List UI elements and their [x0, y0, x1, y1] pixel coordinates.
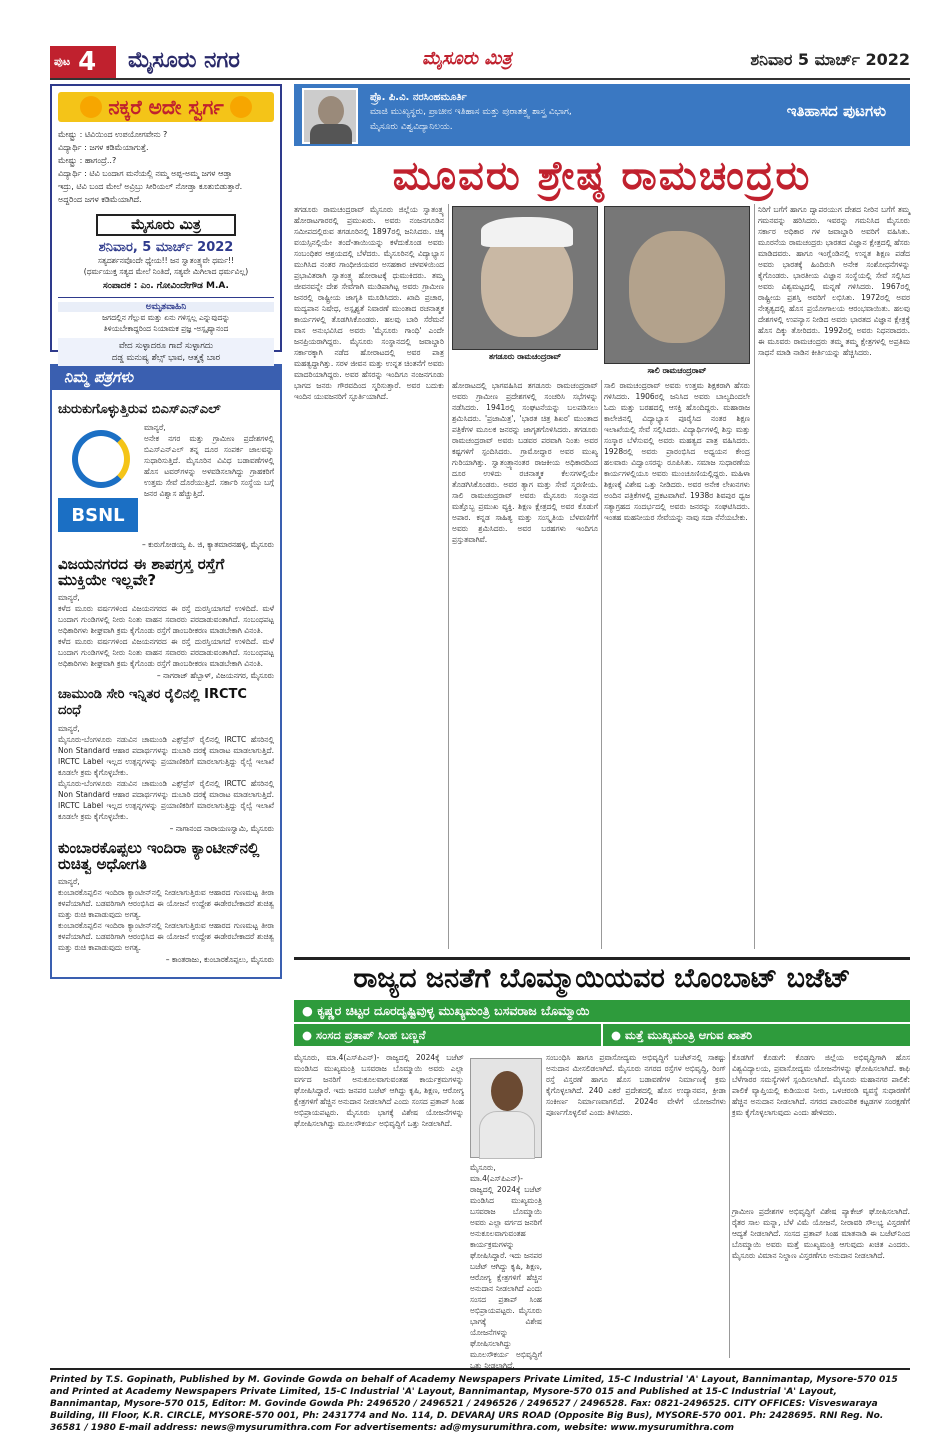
issue-date: ಶನಿವಾರ 5 ಮಾರ್ಚ್ 2022 — [750, 50, 910, 69]
humor-title — [58, 92, 274, 122]
amrita-box — [58, 297, 274, 334]
author-photo-body — [310, 124, 352, 144]
letter-item — [58, 402, 274, 550]
amrita-line: ಜಗದಲ್ಲಿನ ಗೆಲ್ಲುವ ಮತ್ತು ಏನು ಗಳಿಸ್ಸಲ್ಲ ಎನ್ನುವುದನ್ನು — [102, 313, 230, 322]
column-divider — [601, 380, 602, 949]
left-column — [50, 84, 282, 979]
letter-salutation: ಮಾನ್ಯರೆ, — [58, 724, 80, 733]
letter-headline: ಚುರುಕುಗೊಳ್ಳುತ್ತಿರುವ ಬಿಎಸ್‌ಎನ್‌ಎಲ್ — [58, 402, 221, 417]
letter-headline: ಚಾಮುಂಡಿ ಸೇರಿ ಇನ್ನಿತರ ರೈಲಿನಲ್ಲಿ IRCTC ದಂಧೆ — [58, 687, 247, 718]
budget-article-col-4: ಗ್ರಾಮೀಣ ಪ್ರದೇಶಗಳ ಅಭಿವೃದ್ಧಿಗೆ ವಿಶೇಷ ಪ್ಯಾಕೇಜ್ ಘೋಷಿಸಲಾಗಿದೆ. ರೈತರ ಸಾಲ ಮನ್ನಾ, ಬೆಳೆ ವಿಮೆ ಯೋಜನೆ, ನೀರಾವರಿ ಸೌಲಭ್ಯ ವಿಸ್ತರಣೆಗೆ ಆದ್ಯತೆ ನೀಡಲಾಗಿದೆ. ಸಂಸದ ಪ್ರತಾಪ್ ಸಿಂಹ ಮಾತನಾಡಿ ಈ ಬಜೆಟ್‌ನಿಂದ ಬೊಮ್ಮಾಯಿ ಅವರು ಮತ್ತೆ ಮುಖ್ಯಮಂತ್ರಿ ಆಗುವುದು ಖಚಿತ ಎಂದರು. ಮೈಸೂರು ವಿಮಾನ ನಿಲ್ದಾಣ ವಿಸ್ತರಣೆಗೂ ಅನುದಾನ ನೀಡಲಾಗಿದೆ. — [732, 1207, 910, 1260]
motto-line: (ಧರ್ಮಯುಕ್ತ ಸತ್ಯದ ಮೇಲೆ ನಿಂತಿದೆ, ಸತ್ಯವೇ ಮಿಗಿಲಾದ ಧರ್ಮವಿಲ್ಲ) — [83, 267, 249, 276]
letter-body: ಕಳೆದ ಮೂರು ವರ್ಷಗಳಿಂದ ವಿಜಯನಗರದ ಈ ರಸ್ತೆ ದುರಸ್ತಿಯಾಗದೆ ಉಳಿದಿದೆ. ಮಳೆ ಬಂದಾಗ ಗುಂಡಿಗಳಲ್ಲಿ ನೀರು ನಿಂತು ವಾಹನ ಸವಾರರು ಪರದಾಡುವಂತಾಗಿದೆ. ಸಂಬಂಧಪಟ್ಟ ಅಧಿಕಾರಿಗಳು ಶೀಘ್ರವಾಗಿ ಕ್ರಮ ಕೈಗೊಂಡು ರಸ್ತೆಗೆ ಡಾಂಬರೀಕರಣ ಮಾಡಬೇಕಾಗಿ ವಿನಂತಿ. — [58, 604, 274, 635]
letter-item — [58, 840, 274, 965]
letters-section — [50, 390, 282, 979]
portrait-cap — [481, 217, 573, 247]
letter-headline: ವಿಜಯನಗರದ ಈ ಶಾಪಗ್ರಸ್ತ ರಸ್ತೆಗೆ ಮುಕ್ತಿಯೇ ಇಲ್ಲವೇ? — [58, 555, 225, 589]
letter-salutation: ಮಾನ್ಯರೆ, — [58, 593, 80, 602]
laughing-face-icon — [80, 96, 102, 118]
humor-box — [50, 84, 282, 363]
letter-item — [58, 556, 274, 681]
history-section-label: ಇತಿಹಾಸದ ಪುಟಗಳು — [786, 102, 886, 120]
portrait-head — [491, 1071, 523, 1111]
laughing-face-icon — [230, 96, 252, 118]
joke-line: ವಿದ್ಯಾರ್ಥಿ : ಟಿವಿ ಬಂದಾಗ ಮನೆಯಲ್ಲಿ ನಮ್ಮ ಅಪ್ಪ-ಅಮ್ಮ ಜಗಳ ಆಡ್ತಾ — [58, 169, 232, 178]
header-rule — [50, 78, 910, 80]
history-article-col-1: ತಗಡೂರು ರಾಮಚಂದ್ರರಾವ್ ಮೈಸೂರು ಜಿಲ್ಲೆಯ ಸ್ವಾತಂತ್ರ್ಯ ಹೋರಾಟಗಾರರಲ್ಲಿ ಪ್ರಮುಖರು. ಅವರು ನಂಜನಗೂಡಿನ ಸಮೀಪದಲ್ಲಿರುವ ತಗಡೂರಿನಲ್ಲಿ 1897ರಲ್ಲಿ ಜನಿಸಿದರು. ಚಿಕ್ಕ ವಯಸ್ಸಿನಲ್ಲಿಯೇ ತಂದೆ-ತಾಯಿಯನ್ನು ಕಳೆದುಕೊಂಡ ಅವರು ಸಂಬಂಧಿಕರ ಆಶ್ರಯದಲ್ಲಿ ಬೆಳೆದರು. ಮೈಸೂರಿನಲ್ಲಿ ವಿದ್ಯಾಭ್ಯಾಸ ಮುಗಿಸಿದ ನಂತರ ಗಾಂಧೀಜಿಯವರ ಅಸಹಕಾರ ಚಳವಳಿಯಿಂದ ಪ್ರಭಾವಿತರಾಗಿ ಸ್ವಾತಂತ್ರ್ಯ ಹೋರಾಟಕ್ಕೆ ಧುಮುಕಿದರು. ತಮ್ಮ ಜೀವನವನ್ನೇ ದೇಶ ಸೇವೆಗಾಗಿ ಮುಡಿಪಾಗಿಟ್ಟ ಅವರು ಗ್ರಾಮೀಣ ಜನರಲ್ಲಿ ರಾಷ್ಟ್ರೀಯ ಜಾಗೃತಿ ಮೂಡಿಸಿದರು. ಖಾದಿ ಪ್ರಚಾರ, ಮದ್ಯಪಾನ ನಿಷೇಧ, ಅಸ್ಪೃಶ್ಯತೆ ನಿವಾರಣೆ ಮುಂತಾದ ರಚನಾತ್ಮಕ ಕಾರ್ಯಗಳಲ್ಲಿ ತೊಡಗಿಸಿಕೊಂಡರು. ಹಲವು ಬಾರಿ ಸೆರೆಮನೆ ವಾಸ ಅನುಭವಿಸಿದ ಅವರು 'ಮೈಸೂರು ಗಾಂಧಿ' ಎಂದೇ ಜನಪ್ರಿಯರಾಗಿದ್ದರು. ಮೈಸೂರು ಸಂಸ್ಥಾನದಲ್ಲಿ ಜವಾಬ್ದಾರಿ ಸರ್ಕಾರಕ್ಕಾಗಿ ನಡೆದ ಹೋರಾಟದಲ್ಲಿ ಅವರ ಪಾತ್ರ ಮಹತ್ವದ್ದಾಗಿತ್ತು. ಸರಳ ಜೀವನ ಮತ್ತು ಉನ್ನತ ಚಿಂತನೆಗೆ ಅವರು ಮಾದರಿಯಾಗಿದ್ದರು. ಅವರ ಹೆಸರನ್ನು ಇಂದಿಗೂ ನಂಜನಗೂಡು ಭಾಗದ ಜನರು ಗೌರವದಿಂದ ಸ್ಮರಿಸುತ್ತಾರೆ. ಅವರ ಬದುಕು ಇಂದಿನ ಯುವಜನರಿಗೆ ಸ್ಫೂರ್ತಿಯಾಗಿದೆ. — [294, 205, 444, 401]
history-header-band — [294, 84, 910, 146]
letter-signature: – ನಾಗಾನಂದ ನಾರಾಯಣಸ್ವಾಮಿ, ಮೈಸೂರು — [169, 824, 274, 833]
letter-body: ಕುಂಬಾರಕೊಪ್ಪಲಿನ ಇಂದಿರಾ ಕ್ಯಾಂಟೀನ್‌ನಲ್ಲಿ ನೀಡಲಾಗುತ್ತಿರುವ ಆಹಾರದ ಗುಣಮಟ್ಟ ತೀರಾ ಕಳಪೆಯಾಗಿದೆ. ಬಡವರಿಗಾಗಿ ಆರಂಭಿಸಿದ ಈ ಯೋಜನೆ ಉದ್ದೇಶ ಈಡೇರಬೇಕಾದರೆ ಶುಚಿತ್ವ ಮತ್ತು ರುಚಿ ಕಾಪಾಡುವುದು ಅಗತ್ಯ. — [58, 888, 274, 919]
bsnl-ring-icon — [72, 430, 130, 488]
page-number-tag — [50, 46, 116, 78]
author-affiliation: ಮೈಸೂರು ವಿಶ್ವವಿದ್ಯಾನಿಲಯ. — [370, 122, 453, 132]
column-divider — [754, 204, 755, 949]
budget-subhead: ● ಮತ್ತೆ ಮುಖ್ಯಮಂತ್ರಿ ಆಗುವ ಖಾತರಿ — [603, 1024, 910, 1046]
masthead-logo: ಮೈಸೂರು ಮಿತ್ರ — [422, 48, 512, 69]
budget-article-col-1b: ಮೈಸೂರು, ಮಾ.4(ಎಸ್‌ಪಿಎನ್)- ರಾಜ್ಯದಲ್ಲಿ 2024ಕ್ಕೆ ಬಜೆಟ್ ಮಂಡಿಸಿದ ಮುಖ್ಯಮಂತ್ರಿ ಬಸವರಾಜ ಬೊಮ್ಮಾಯಿ ಅವರು ಎಲ್ಲಾ ವರ್ಗದ ಜನರಿಗೆ ಅನುಕೂಲವಾಗುವಂತಹ ಕಾರ್ಯಕ್ರಮಗಳನ್ನು ಘೋಷಿಸಿದ್ದಾರೆ. ಇದು ಜನಪರ ಬಜೆಟ್ ಆಗಿದ್ದು ಕೃಷಿ, ಶಿಕ್ಷಣ, ಆರೋಗ್ಯ ಕ್ಷೇತ್ರಗಳಿಗೆ ಹೆಚ್ಚಿನ ಅನುದಾನ ನೀಡಲಾಗಿದೆ ಎಂದು ಸಂಸದ ಪ್ರತಾಪ್ ಸಿಂಹ ಅಭಿಪ್ರಾಯಪಟ್ಟರು. ಮೈಸೂರು ಭಾಗಕ್ಕೆ ವಿಶೇಷ ಯೋಜನೆಗಳನ್ನು ಘೋಷಿಸಲಾಗಿದ್ದು ಮೂಲಸೌಕರ್ಯ ಅಭಿವೃದ್ಧಿಗೆ ಒತ್ತು ನೀಡಲಾಗಿದೆ. — [470, 1163, 542, 1370]
proverb-title: ವೇದ ಸುಳ್ಳಾದರೂ ಗಾದೆ ಸುಳ್ಳಾಗದು — [118, 341, 214, 351]
joke-line: ಅದ್ದರಿಂದ ಜಗಳ ಕಡಿಮೆಯಾಗಿದೆ. — [58, 195, 142, 204]
budget-subhead: ● ಸಂಸದ ಪ್ರತಾಪ್ ಸಿಂಹ ಬಣ್ಣನೆ — [294, 1024, 601, 1046]
author-photo-head — [318, 96, 344, 126]
editor-name: ಸಂಪಾದಕ : ಎಂ. ಗೋವಿಂದೇಗೌಡ M.A. — [103, 281, 229, 291]
joke-line: ಇದ್ರು, ಟಿವಿ ಬಂದ ಮೇಲೆ ಅವ್ರಿಬ್ರು ಸೀರಿಯಲ್ ನೋಡ್ತಾ ಕೂತುಬಿಡುತ್ತಾರೆ. — [58, 182, 243, 191]
joke-line: ಮೇಷ್ಟ್ರು : ಹಾಗಂದ್ರೆ..? — [58, 156, 117, 165]
column-divider — [729, 1052, 730, 1358]
motto-line: ಸತ್ಯದರ್ಶನವೊಂದೇ ಧ್ಯೇಯ!! ಜನ ಸ್ವಾತಂತ್ರ್ಯವೇ ಧರ್ಮ!! — [97, 256, 235, 265]
budget-headline: ರಾಜ್ಯದ ಜನತೆಗೆ ಬೊಮ್ಮಾಯಿಯವರ ಬೊಂಬಾಟ್ ಬಜೆಟ್ — [294, 957, 910, 997]
column-divider — [448, 204, 449, 949]
budget-article-col-3: ಕೊಡಗಿಗೆ ಕೊಡುಗೆ: ಕೊಡಗು ಜಿಲ್ಲೆಯ ಅಭಿವೃದ್ಧಿಗಾಗಿ ಹೊಸ ವಿಶ್ವವಿದ್ಯಾಲಯ, ಪ್ರವಾಸೋದ್ಯಮ ಯೋಜನೆಗಳನ್ನು ಘೋಷಿಸಲಾಗಿದೆ. ಕಾಫಿ ಬೆಳೆಗಾರರ ಸಮಸ್ಯೆಗಳಿಗೆ ಸ್ಪಂದಿಸಲಾಗಿದೆ. ಮೈಸೂರು ಮಹಾನಗರ ಪಾಲಿಕೆ: ಪಾಲಿಕೆ ವ್ಯಾಪ್ತಿಯಲ್ಲಿ ಕುಡಿಯುವ ನೀರು, ಒಳಚರಂಡಿ ವ್ಯವಸ್ಥೆ ಸುಧಾರಣೆಗೆ ಹೆಚ್ಚಿನ ಅನುದಾನ ನೀಡಲಾಗಿದೆ. ನಗರದ ಪಾರಂಪರಿಕ ಕಟ್ಟಡಗಳ ಸಂರಕ್ಷಣೆಗೆ ಕ್ರಮ ಕೈಗೊಳ್ಳಲಾಗುವುದು ಎಂದು ಹೇಳಿದರು. — [732, 1053, 910, 1117]
section-title: ಮೈಸೂರು ನಗರ — [128, 48, 240, 73]
amrita-title: ಅಮೃತವಾಹಿನಿ — [58, 302, 274, 312]
history-article-col-3: ಸಾಲಿ ರಾಮಚಂದ್ರರಾವ್ ಅವರು ಉತ್ತಮ ಶಿಕ್ಷಕರಾಗಿ ಹೆಸರು ಗಳಿಸಿದರು. 1906ರಲ್ಲಿ ಜನಿಸಿದ ಅವರು ಬಾಲ್ಯದಿಂದಲೇ ಓದು ಮತ್ತು ಬರಹದಲ್ಲಿ ಆಸಕ್ತಿ ಹೊಂದಿದ್ದರು. ಮಹಾರಾಜ ಕಾಲೇಜಿನಲ್ಲಿ ವಿದ್ಯಾಭ್ಯಾಸ ಪೂರೈಸಿದ ನಂತರ ಶಿಕ್ಷಣ ಇಲಾಖೆಯಲ್ಲಿ ಸೇವೆ ಸಲ್ಲಿಸಿದರು. ವಿದ್ಯಾರ್ಥಿಗಳಲ್ಲಿ ಶಿಸ್ತು ಮತ್ತು ಸಂಸ್ಕಾರ ಬೆಳೆಸುವಲ್ಲಿ ಅವರು ಮಹತ್ವದ ಪಾತ್ರ ವಹಿಸಿದರು. 1928ರಲ್ಲಿ ಅವರು ಪ್ರಾರಂಭಿಸಿದ ಅಧ್ಯಯನ ಕೇಂದ್ರ ಹಲವಾರು ವಿದ್ವಾಂಸರನ್ನು ರೂಪಿಸಿತು. ಸಮಾಜ ಸುಧಾರಣೆಯ ಕಾರ್ಯಗಳಲ್ಲಿಯೂ ಅವರು ಮುಂಚೂಣಿಯಲ್ಲಿದ್ದರು. ಮಹಿಳಾ ಶಿಕ್ಷಣಕ್ಕೆ ವಿಶೇಷ ಒತ್ತು ನೀಡಿದರು. ಅವರ ಅನೇಕ ಲೇಖನಗಳು ಅಂದಿನ ಪತ್ರಿಕೆಗಳಲ್ಲಿ ಪ್ರಕಟವಾಗಿವೆ. 1938ರ ಶಿವಪುರ ಧ್ವಜ ಸತ್ಯಾಗ್ರಹದ ಸಂದರ್ಭದಲ್ಲಿ ಅವರು ಜನರನ್ನು ಸಂಘಟಿಸಿದರು. ಇಂತಹ ಮಹನೀಯರ ಸೇವೆಯನ್ನು ನಾವು ಸದಾ ನೆನೆಯಬೇಕು. — [604, 381, 750, 522]
joke-line: ವಿದ್ಯಾರ್ಥಿ : ಜಗಳ ಕಡಿಮೆಯಾಗುತ್ತೆ. — [58, 143, 149, 152]
history-article-col-4: ನಿರಿಗೆ ಬಗೆಗೆ ಹಾಗೂ ದ್ವಾಪರಯುಗ ದೇಶದ ನೀರಿನ ಬಗೆಗೆ ತಮ್ಮ ಗಮನವನ್ನು ಹರಿಸಿದರು. ಇವರನ್ನು ಗಮನಿಸಿದ ಮೈಸೂರು ಸರ್ಕಾರ ಅಧಿಕಾರ ಗಳ ಜವಾಬ್ದಾರಿ ಅವರಿಗೆ ವಹಿಸಿತು. ಮೂರನೆಯ ರಾಮಚಂದ್ರರು ಭಾರತದ ವಿಜ್ಞಾನ ಕ್ಷೇತ್ರದಲ್ಲಿ ಹೆಸರು ಮಾಡಿದವರು. ಹಾಗೂ ಇಂಗ್ಲೆಂಡಿನಲ್ಲಿ ಉನ್ನತ ಶಿಕ್ಷಣ ಪಡೆದ ಅವರು ಭಾರತಕ್ಕೆ ಹಿಂದಿರುಗಿ ಅನೇಕ ಸಂಶೋಧನೆಗಳನ್ನು ಕೈಗೊಂಡರು. ಭಾರತೀಯ ವಿಜ್ಞಾನ ಸಂಸ್ಥೆಯಲ್ಲಿ ಸೇವೆ ಸಲ್ಲಿಸಿದ ಅವರು ವಿಶ್ವಮಟ್ಟದಲ್ಲಿ ಮನ್ನಣೆ ಗಳಿಸಿದರು. 1967ರಲ್ಲಿ ರಾಷ್ಟ್ರೀಯ ಪ್ರಶಸ್ತಿ ಅವರಿಗೆ ಲಭಿಸಿತು. 1972ರಲ್ಲಿ ಅವರ ನೇತೃತ್ವದಲ್ಲಿ ಹೊಸ ಪ್ರಯೋಗಾಲಯ ಆರಂಭವಾಯಿತು. ಹಲವು ದೇಶಗಳಲ್ಲಿ ಉಪನ್ಯಾಸ ನೀಡಿದ ಅವರು ಭಾರತದ ವಿಜ್ಞಾನ ಕ್ಷೇತ್ರಕ್ಕೆ ಹೊಸ ದಿಕ್ಕು ತೋರಿದರು. 1992ರಲ್ಲಿ ಅವರು ನಿಧನರಾದರು. ಈ ಮೂವರು ರಾಮಚಂದ್ರರು ತಮ್ಮ ತಮ್ಮ ಕ್ಷೇತ್ರಗಳಲ್ಲಿ ಅಪ್ರತಿಮ ಸಾಧನೆ ಮಾಡಿ ನಾಡಿನ ಕೀರ್ತಿಯನ್ನು ಹೆಚ್ಚಿಸಿದರು. — [758, 205, 910, 357]
proverb-line: ದಡ್ಡ ಮನುಷ್ಯ ಶೆಲ್ಸ್ ಭಾವ, ಆತ್ಮಕ್ಕೆ ಬಾರ — [111, 353, 221, 363]
photo-sali-ramachandra-rao — [604, 206, 750, 364]
author-name: ಪ್ರೊ. ಪಿ.ವಿ. ನರಸಿಂಹಮೂರ್ತಿ — [370, 92, 467, 103]
budget-article-col-2: ಸಂಬಂಧಿಸಿ ಹಾಗೂ ಪ್ರವಾಸೋದ್ಯಮ ಅಭಿವೃದ್ಧಿಗೆ ಬಜೆಟ್‌ನಲ್ಲಿ ಸಾಕಷ್ಟು ಅನುದಾನ ಮೀಸಲಿಡಲಾಗಿದೆ. ಮೈಸೂರು ನಗರದ ರಸ್ತೆಗಳ ಅಭಿವೃದ್ಧಿ, ರಿಂಗ್ ರಸ್ತೆ ವಿಸ್ತರಣೆ ಹಾಗೂ ಹೊಸ ಬಡಾವಣೆಗಳ ನಿರ್ಮಾಣಕ್ಕೆ ಕ್ರಮ ಕೈಗೊಳ್ಳಲಾಗಿದೆ. 240 ಎಕರೆ ಪ್ರದೇಶದಲ್ಲಿ ಹೊಸ ಉದ್ಯಾನವನ, ಕ್ರೀಡಾ ಸಂಕೀರ್ಣ ನಿರ್ಮಾಣವಾಗಲಿದೆ. 2024ರ ವೇಳೆಗೆ ಯೋಜನೆಗಳು ಪೂರ್ಣಗೊಳ್ಳಲಿವೆ ಎಂದು ತಿಳಿಸಿದರು. — [546, 1053, 726, 1117]
printer-imprint: Printed by T.S. Gopinath, Published by M. Govinde Gowda on behalf of Academy Newspapers Private Limited, 15-C Industrial 'A' Layout, Bannimantap, Mysore-570 015 and Printed at Academy Newspapers Private Limited, 15-C Industrial 'A' Layout, Bannimantap, Mysore-570 015 and Published at 15-C Industrial 'A' Layout, Bannimantap, Mysore-570 015, Editor: M. Govinde Gowda Ph: 2496520 / 2496521 / 2496526 / 2496527 / 2496528. Fax: 0821-2496525. CITY OFFICES: Visveswaraya Building, III Floor, K.R. CIRCLE, MYSORE-570 001, Ph: 2431774 and No. 114, D. DEVARAJ URS ROAD (Opposite Big Bus), MYSORE-570 001. Ph: 2428695. RNI Reg. No. 36581 / 1980 E-mail address: news@mysurumithra.com For advertisements: ad@mysurumithra.com, website: www.mysurumithra.com — [50, 1368, 910, 1434]
amrita-line: ತಿಳಿಯಬೇಕಾದ್ದರಿಂದ ನಿಯಾಮಕ ಪ್ರಜ್ಞ -ಅಸ್ಪೃಷ್ಯಾನಂದ — [103, 324, 229, 333]
history-article-col-2: ಹೋರಾಟದಲ್ಲಿ ಭಾಗವಹಿಸಿದ ತಗಡೂರು ರಾಮಚಂದ್ರರಾವ್ ಅವರು ಗ್ರಾಮೀಣ ಪ್ರದೇಶಗಳಲ್ಲಿ ಸಂಚರಿಸಿ ಸಭೆಗಳನ್ನು ನಡೆಸಿದರು. 1941ರಲ್ಲಿ ಸಂಘಟನೆಯನ್ನು ಬಲಪಡಿಸಲು ಶ್ರಮಿಸಿದರು. 'ಪ್ರಜಾಮಿತ್ರ', 'ಭಾರತ ಚಿತ್ರ ಶಿಖರ' ಮುಂತಾದ ಪತ್ರಿಕೆಗಳ ಮೂಲಕ ಜನರನ್ನು ಜಾಗೃತಗೊಳಿಸಿದರು. ತಗಡೂರು ರಾಮಚಂದ್ರರಾವ್ ಅವರು ಬಡವರ ಪರವಾಗಿ ನಿಂತು ಅವರ ಕಷ್ಟಗಳಿಗೆ ಸ್ಪಂದಿಸಿದರು. ಗ್ರಾಮೋದ್ಧಾರ ಅವರ ಮುಖ್ಯ ಗುರಿಯಾಗಿತ್ತು. ಸ್ವಾತಂತ್ರ್ಯಾನಂತರ ರಾಜಕೀಯ ಅಧಿಕಾರದಿಂದ ದೂರ ಉಳಿದು ರಚನಾತ್ಮಕ ಕೆಲಸಗಳಲ್ಲಿಯೇ ತೊಡಗಿಸಿಕೊಂಡರು. ಅವರ ತ್ಯಾಗ ಮತ್ತು ಸೇವೆ ಸ್ಮರಣೀಯ. ಸಾಲಿ ರಾಮಚಂದ್ರರಾವ್ ಅವರು ಮೈಸೂರು ಸಂಸ್ಥಾನದ ಮತ್ತೊಬ್ಬ ಪ್ರಮುಖ ವ್ಯಕ್ತಿ. ಶಿಕ್ಷಣ ಕ್ಷೇತ್ರದಲ್ಲಿ ಅವರ ಕೊಡುಗೆ ಅಪಾರ. ಕನ್ನಡ ಸಾಹಿತ್ಯ ಮತ್ತು ಸಂಸ್ಕೃತಿಯ ಬೆಳವಣಿಗೆಗೆ ಅವರು ಶ್ರಮಿಸಿದರು. ಅವರ ಬರಹಗಳು ಇಂದಿಗೂ ಪ್ರಸ್ತುತವಾಗಿವೆ. — [452, 381, 598, 544]
letter-signature: – ಕುರುಗೋಡಯ್ಯ ಪಿ. ಜಿ, ಕ್ಯಾತಮಾರನಹಳ್ಳಿ, ಮೈಸೂರು — [142, 540, 274, 549]
bsnl-logo — [58, 424, 138, 534]
budget-subhead-row — [294, 1024, 910, 1048]
joke-line: ಮೇಷ್ಟ್ರು : ಟಿವಿಯಿಂದ ಉಪಯೋಗವೇನು ? — [58, 130, 168, 139]
letter-headline: ಕುಂಬಾರಕೊಪ್ಪಲು ಇಂದಿರಾ ಕ್ಯಾಂಟೀನ್‌ನಲ್ಲಿ ರುಚಿತ್ವ ಅಧೋಗತಿ — [58, 839, 260, 873]
letter-item — [58, 687, 274, 834]
budget-subheads — [294, 1000, 910, 1048]
history-headline: ಮೂವರು ಶ್ರೇಷ್ಠ ರಾಮಚಂದ್ರರು — [392, 151, 812, 199]
letter-salutation: ಮಾನ್ಯರೆ, — [58, 877, 80, 886]
page-header — [50, 44, 910, 78]
letter-body-continued: ಕುಂಬಾರಕೊಪ್ಪಲಿನ ಇಂದಿರಾ ಕ್ಯಾಂಟೀನ್‌ನಲ್ಲಿ ನೀಡಲಾಗುತ್ತಿರುವ ಆಹಾರದ ಗುಣಮಟ್ಟ ತೀರಾ ಕಳಪೆಯಾಗಿದೆ. ಬಡವರಿಗಾಗಿ ಆರಂಭಿಸಿದ ಈ ಯೋಜನೆ ಉದ್ದೇಶ ಈಡೇರಬೇಕಾದರೆ ಶುಚಿತ್ವ ಮತ್ತು ರುಚಿ ಕಾಪಾಡುವುದು ಅಗತ್ಯ. — [58, 921, 274, 952]
letters-title: ನಿಮ್ಮ ಪತ್ರಗಳು — [50, 364, 282, 390]
page-number: 4 — [78, 47, 97, 77]
budget-article-col-1: ಮೈಸೂರು, ಮಾ.4(ಎಸ್‌ಪಿಎನ್)- ರಾಜ್ಯದಲ್ಲಿ 2024ಕ್ಕೆ ಬಜೆಟ್ ಮಂಡಿಸಿದ ಮುಖ್ಯಮಂತ್ರಿ ಬಸವರಾಜ ಬೊಮ್ಮಾಯಿ ಅವರು ಎಲ್ಲಾ ವರ್ಗದ ಜನರಿಗೆ ಅನುಕೂಲವಾಗುವಂತಹ ಕಾರ್ಯಕ್ರಮಗಳನ್ನು ಘೋಷಿಸಿದ್ದಾರೆ. ಇದು ಜನಪರ ಬಜೆಟ್ ಆಗಿದ್ದು ಕೃಷಿ, ಶಿಕ್ಷಣ, ಆರೋಗ್ಯ ಕ್ಷೇತ್ರಗಳಿಗೆ ಹೆಚ್ಚಿನ ಅನುದಾನ ನೀಡಲಾಗಿದೆ ಎಂದು ಸಂಸದ ಪ್ರತಾಪ್ ಸಿಂಹ ಅಭಿಪ್ರಾಯಪಟ್ಟರು. ಮೈಸೂರು ಭಾಗಕ್ಕೆ ವಿಶೇಷ ಯೋಜನೆಗಳನ್ನು ಘೋಷಿಸಲಾಗಿದ್ದು ಮೂಲಸೌಕರ್ಯ ಅಭಿವೃದ್ಧಿಗೆ ಒತ್ತು ನೀಡಲಾಗಿದೆ. — [294, 1053, 464, 1128]
letter-body-continued: ಮೈಸೂರು-ಬೆಂಗಳೂರು ನಡುವಿನ ಚಾಮುಂಡಿ ಎಕ್ಸ್‌ಪ್ರೆಸ್ ರೈಲಿನಲ್ಲಿ IRCTC ಹೆಸರಿನಲ್ಲಿ Non Standard ಆಹಾರ ಪದಾರ್ಥಗಳನ್ನು ದುಬಾರಿ ದರಕ್ಕೆ ಮಾರಾಟ ಮಾಡಲಾಗುತ್ತಿದೆ. IRCTC Label ಇಲ್ಲದ ಉತ್ಪನ್ನಗಳನ್ನು ಪ್ರಯಾಣಿಕರಿಗೆ ಮಾರಲಾಗುತ್ತಿದ್ದು ರೈಲ್ವೆ ಇಲಾಖೆ ಕೂಡಲೇ ಕ್ರಮ ಕೈಗೊಳ್ಳಬೇಕು. — [58, 779, 274, 821]
photo-caption: ಸಾಲಿ ರಾಮಚಂದ್ರರಾವ್ — [647, 366, 707, 375]
author-photo — [302, 88, 358, 144]
page-label: ಪುಟ — [54, 55, 71, 68]
mini-masthead: ಮೈಸೂರು ಮಿತ್ರ — [96, 214, 236, 236]
mini-date: ಶನಿವಾರ, 5 ಮಾರ್ಚ್ 2022 — [98, 240, 234, 255]
letter-signature: – ಕಾಂತರಾಜು, ಕುಂಬಾರಕೊಪ್ಪಲು, ಮೈಸೂರು — [165, 955, 274, 964]
letter-body: ಅನೇಕ ನಗರ ಮತ್ತು ಗ್ರಾಮೀಣ ಪ್ರದೇಶಗಳಲ್ಲಿ ಬಿಎಸ್‌ಎನ್‌ಎಲ್ ತನ್ನ ದೂರ ಸಂಪರ್ಕ ಜಾಲವನ್ನು ಸುಧಾರಿಸುತ್ತಿದೆ. ಮೈಸೂರಿನ ವಿವಿಧ ಬಡಾವಣೆಗಳಲ್ಲಿ ಹೊಸ ಟವರ್‌ಗಳನ್ನು ಅಳವಡಿಸಲಾಗಿದ್ದು ಗ್ರಾಹಕರಿಗೆ ಉತ್ತಮ ಸೇವೆ ದೊರೆಯುತ್ತಿದೆ. ಸರ್ಕಾರಿ ಸಂಸ್ಥೆಯ ಬಗ್ಗೆ ಜನರ ವಿಶ್ವಾಸ ಹೆಚ್ಚುತ್ತಿದೆ. — [144, 434, 274, 498]
letter-body: ಮೈಸೂರು-ಬೆಂಗಳೂರು ನಡುವಿನ ಚಾಮುಂಡಿ ಎಕ್ಸ್‌ಪ್ರೆಸ್ ರೈಲಿನಲ್ಲಿ IRCTC ಹೆಸರಿನಲ್ಲಿ Non Standard ಆಹಾರ ಪದಾರ್ಥಗಳನ್ನು ದುಬಾರಿ ದರಕ್ಕೆ ಮಾರಾಟ ಮಾಡಲಾಗುತ್ತಿದೆ. IRCTC Label ಇಲ್ಲದ ಉತ್ಪನ್ನಗಳನ್ನು ಪ್ರಯಾಣಿಕರಿಗೆ ಮಾರಲಾಗುತ್ತಿದ್ದು ರೈಲ್ವೆ ಇಲಾಖೆ ಕೂಡಲೇ ಕ್ರಮ ಕೈಗೊಳ್ಳಬೇಕು. — [58, 735, 274, 777]
proverb-box — [58, 338, 274, 366]
letter-signature: – ನಾಗರಾಜ್ ಹೆಬ್ಬಾಳ್, ವಿಜಯನಗರ, ಮೈಸೂರು — [156, 671, 274, 680]
letter-salutation: ಮಾನ್ಯರೆ, — [144, 423, 166, 432]
author-byline — [370, 90, 572, 135]
photo-caption: ತಗಡೂರು ರಾಮಚಂದ್ರರಾವ್ — [488, 352, 562, 361]
author-title: ಮಾಜಿ ಮುಖ್ಯಸ್ಥರು, ಪ್ರಾಚೀನ ಇತಿಹಾಸ ಮತ್ತು ಪುರಾತತ್ತ್ವ ಶಾಸ್ತ್ರ ವಿಭಾಗ, — [370, 107, 572, 117]
portrait-face — [629, 231, 725, 343]
joke-text — [58, 128, 274, 206]
photo-pratap-simha — [470, 1058, 542, 1158]
letter-body-continued: ಕಳೆದ ಮೂರು ವರ್ಷಗಳಿಂದ ವಿಜಯನಗರದ ಈ ರಸ್ತೆ ದುರಸ್ತಿಯಾಗದೆ ಉಳಿದಿದೆ. ಮಳೆ ಬಂದಾಗ ಗುಂಡಿಗಳಲ್ಲಿ ನೀರು ನಿಂತು ವಾಹನ ಸವಾರರು ಪರದಾಡುವಂತಾಗಿದೆ. ಸಂಬಂಧಪಟ್ಟ ಅಧಿಕಾರಿಗಳು ಶೀಘ್ರವಾಗಿ ಕ್ರಮ ಕೈಗೊಂಡು ರಸ್ತೆಗೆ ಡಾಂಬರೀಕರಣ ಮಾಡಬೇಕಾಗಿ ವಿನಂತಿ. — [58, 637, 274, 668]
portrait-body — [479, 1111, 535, 1159]
photo-tagadur-ramachandra-rao — [452, 206, 598, 350]
humor-title-text: ನಕ್ಕರೆ ಅದೇ ಸ್ವರ್ಗ — [108, 95, 224, 119]
bsnl-logo-text: BSNL — [58, 498, 138, 532]
budget-subhead: ● ಕೃಷ್ಣರ ಚಿಟ್ಟರ ದೂರದೃಷ್ಟಿವುಳ್ಳ ಮುಖ್ಯಮಂತ್ರಿ ಬಸವರಾಜ ಬೊಮ್ಮಾಯಿ — [294, 1000, 910, 1022]
